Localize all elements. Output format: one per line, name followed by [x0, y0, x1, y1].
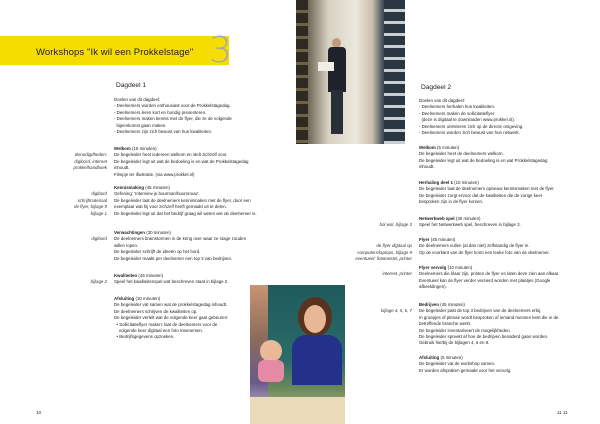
row-text: afbeeldingen). [419, 284, 447, 290]
materials-label: de flyer digitaal op [376, 243, 412, 249]
section-duration: (5 minuten) [437, 145, 460, 150]
row-text: inhoudt. [419, 164, 435, 170]
row-text: Eventueel kan de flyer verder versierd worden met plaatjes (Google [419, 277, 551, 283]
row-text: De begeleider laat de deelnemers kennismaken met de flyer, door een [114, 197, 251, 203]
text-row [30, 172, 320, 178]
row-text: De deelnemers brainstormen in de kring over waar ze stage zouden [114, 236, 247, 242]
row-text: De deelnemers vullen (al dan niet) zelfstandig de flyer in. [419, 243, 530, 249]
section-duration: (45 minuten) [145, 185, 170, 190]
row-text: - Deelnemers leren kort en bondig presenteren. [114, 109, 207, 115]
materials-label [335, 130, 419, 136]
section-bedrijven [335, 302, 600, 347]
section-title-text: Afsluiting [114, 296, 135, 301]
materials-label [30, 256, 114, 262]
materials-label [335, 368, 419, 374]
materials-label: computers/laptops, bijlage 9 [357, 249, 412, 255]
row-text: betreffende branche werkt. [419, 321, 472, 327]
section-duration: (10 minuten) [447, 265, 473, 270]
day-part-1-heading: Dagdeel 1 [116, 82, 147, 89]
text-row [30, 334, 320, 340]
row-text: De deelnemers schrijven de kwaliteiten op. [114, 308, 198, 314]
chapter-title-band [0, 30, 232, 71]
row-text: exemplaar wat hij voor zichzelf heeft gemaakt uit te delen. [114, 204, 227, 210]
row-text: De begeleider vat de workshop samen. [419, 361, 496, 367]
text-row [30, 211, 320, 217]
section-title-text: Netwerkweb spel [419, 216, 455, 221]
section-afsluiting [30, 296, 320, 341]
materials-label: bijlage 2 [90, 279, 107, 285]
section-kennismaking [30, 185, 320, 217]
row-text: De begeleider heet de deelnemers welkom. [419, 151, 504, 157]
row-text: - Deelnemers worden enthousiast voor de Prokkelstagedag. [114, 103, 231, 109]
section-title-text: Flyer [419, 237, 430, 242]
materials-label [335, 199, 419, 205]
materials-label [30, 172, 114, 178]
section-afsluiting [335, 355, 600, 374]
text-row [335, 284, 600, 290]
row-text: Deelnemers die klaar zijn, printen de flyer en laten deze zien aan elkaar. [419, 271, 560, 277]
section-flyer-vervolg [335, 265, 600, 291]
day-part-2-heading: Dagdeel 2 [421, 84, 452, 91]
section-duration: (5 minuten) [440, 355, 463, 360]
materials-label: de flyer, bijlage 9 [74, 204, 107, 210]
text-row [335, 199, 600, 205]
section-kwaliteiten [30, 273, 320, 286]
section-duration: (45 minuten) [430, 237, 456, 242]
row-text: Gebruik hierbij de bijlagen 4, 6 en 8. [419, 340, 490, 346]
section-duration: (30 minuten) [455, 216, 481, 221]
row-text: Filmpje ter illustratie. (via www.prokkel.nl) [114, 171, 195, 177]
row-text: volgende keer digitaal een foto meenemen. [114, 328, 204, 334]
text-row [30, 256, 320, 262]
row-text: Speel het Netwerkweb spel, beschreven in bijlage 3. [419, 222, 521, 228]
section-title-text: Herhaling deel 1 [419, 180, 453, 185]
row-text: Doelen van dit dagdeel: [114, 97, 161, 102]
row-text: inhoudt. [114, 165, 130, 171]
text-row [335, 130, 600, 136]
row-text [419, 256, 600, 262]
row-text: • Bedrijfsgegevens opzoeken. [114, 334, 175, 340]
materials-label: bol wol, bijlage 3 [379, 222, 412, 228]
materials-label: schrijfmateriaal [77, 197, 107, 203]
row-text: De begeleider vertelt wat de volgende keer gaat gebeuren: [114, 315, 229, 321]
row-text: De begeleider maakt per deelnemer een top 3 van bedrijven. [114, 255, 233, 261]
text-row [335, 340, 600, 346]
materials-label [335, 164, 419, 170]
section-duration: (10 minuten) [135, 296, 161, 301]
row-text: (deze is digitaal te downloaden www.prokkel.nl). [419, 117, 515, 123]
row-text: • Sollicitatieflyer maken: laat de deelnemers voor de [114, 321, 218, 327]
section-duration: (10 minuten) [454, 180, 479, 185]
section-title-text: Verwachtingen [114, 230, 145, 235]
section-title-text: Flyer vervolg [419, 265, 447, 270]
section-title-text: Afsluiting [419, 355, 440, 360]
row-text: Er worden afspraken gemaakt voor het vervolg. [419, 367, 512, 373]
row-text: Doelen van dit dagdeel: [419, 98, 466, 103]
materials-label [30, 129, 114, 135]
row-text: De begeleider spreekt af hoe de bedrijven benaderd gaan worden. [419, 334, 549, 340]
row-text: De begeleider schrijft de ideeën op het bord. [114, 249, 201, 255]
row-text: De begeleider heet iedereen welkom en stelt zichzelf voor. [114, 152, 228, 158]
materials-label: bijlage 4, 5, 6, 7 [380, 308, 412, 314]
row-text: - Deelnemers herhalen hun kwaliteiten. [419, 104, 496, 110]
text-row [335, 256, 600, 262]
row-text: besproken zijn in de flyer komen. [419, 199, 484, 205]
row-text: De begeleider legt uit wat de bedoeling is en wat Prokkelstagedag [419, 157, 548, 163]
section-goals [335, 98, 600, 136]
row-text: De begeleider inventariseert de mogelijkheden. [419, 327, 511, 333]
row-text: - Deelnemers zijn zich bewust van hun kwaliteiten. [114, 129, 213, 135]
text-row [335, 222, 600, 228]
materials-label: digibord, internet [74, 158, 107, 164]
row-text: De begeleider legt uit wat de bedoeling is en wat de Prokkelstagedag [114, 158, 249, 164]
page-number-left: 10 [36, 410, 42, 415]
section-title-text: Kwaliteiten [114, 273, 138, 278]
materials-label: bijlage 1 [90, 210, 107, 216]
chapter-number: 3 [209, 30, 232, 71]
materials-label: digibord [91, 191, 107, 197]
row-text: In groepjes of plenair wordt besproken of iemand mensen kent die in de [419, 314, 559, 320]
materials-label [30, 334, 114, 340]
section-duration: (30 minuten) [146, 230, 171, 235]
section-verwachtingen [30, 230, 320, 262]
materials-label: eventueel: fototoestel, printer [355, 256, 412, 262]
row-text: - Deelnemers oriënteren zich op de directe omgeving. [419, 123, 524, 129]
page-number-right: 11 11 [557, 410, 568, 415]
row-text: - Deelnemers maken de sollicitatieflyer [419, 110, 495, 116]
row-text: - Deelnemers maken kennis met de flyer, die ze de volgende [114, 116, 232, 122]
section-netwerkweb-spel [335, 216, 600, 229]
row-text: bijeenkomst gaan maken. [114, 122, 167, 128]
section-title-text: Kennismaking [114, 185, 145, 190]
section-welkom [30, 146, 320, 178]
row-text: Oefening: 'Interview je buurman/buurvrouw'. [114, 191, 200, 197]
row-text: De begeleider laat de deelnemers opnieuw kennismaken met de flyer. [419, 186, 555, 192]
text-row [335, 164, 600, 170]
text-row [30, 279, 320, 285]
section-welkom [335, 145, 600, 171]
row-text: - Deelnemers worden zich bewust van hun netwerk. [419, 130, 520, 136]
materials-label [335, 340, 419, 346]
section-duration: (15 minuten) [132, 146, 157, 151]
section-duration: (45 minuten) [138, 273, 164, 278]
materials-label [335, 284, 419, 290]
section-herhaling-deel-1 [335, 180, 600, 206]
section-title-text: Bedrijven [419, 302, 440, 307]
section-title-text: Welkom [114, 146, 131, 151]
row-text: De begeleider legt uit dat het bedrijf graag wil weten wie de deelnemer is. [114, 210, 257, 216]
row-text: De begeleider vat samen wat de prokkelstagedag inhoudt. [114, 302, 228, 308]
row-text: willen lopen. [114, 242, 139, 248]
section-goals [30, 97, 320, 135]
row-text: Op de voorkant van de flyer komt een leuke foto van de deelnemer. [419, 249, 550, 255]
materials-label: internet, printer [382, 271, 412, 277]
section-title-text: Welkom [419, 145, 436, 150]
chapter-title: Workshops "Ik wil een Prokkelstage" [36, 47, 194, 58]
text-row [335, 368, 600, 374]
text-row [30, 129, 320, 135]
section-duration: (45 minuten) [440, 302, 465, 307]
row-text: De begeleider pakt de top 3 bedrijven van de deelnemers erbij. [419, 308, 542, 314]
section-flyer [335, 237, 600, 263]
materials-label: digibord [91, 236, 107, 242]
materials-label: prokkelhandboek [73, 165, 107, 171]
row-text: Speel het kwaliteitenspel wat beschreven staat in bijlage 2. [114, 279, 229, 285]
row-text: De begeleider zorgt ervoor dat de kwaliteiten die de vorige keer [419, 192, 543, 198]
materials-label: Benodigdheden: [75, 152, 107, 158]
